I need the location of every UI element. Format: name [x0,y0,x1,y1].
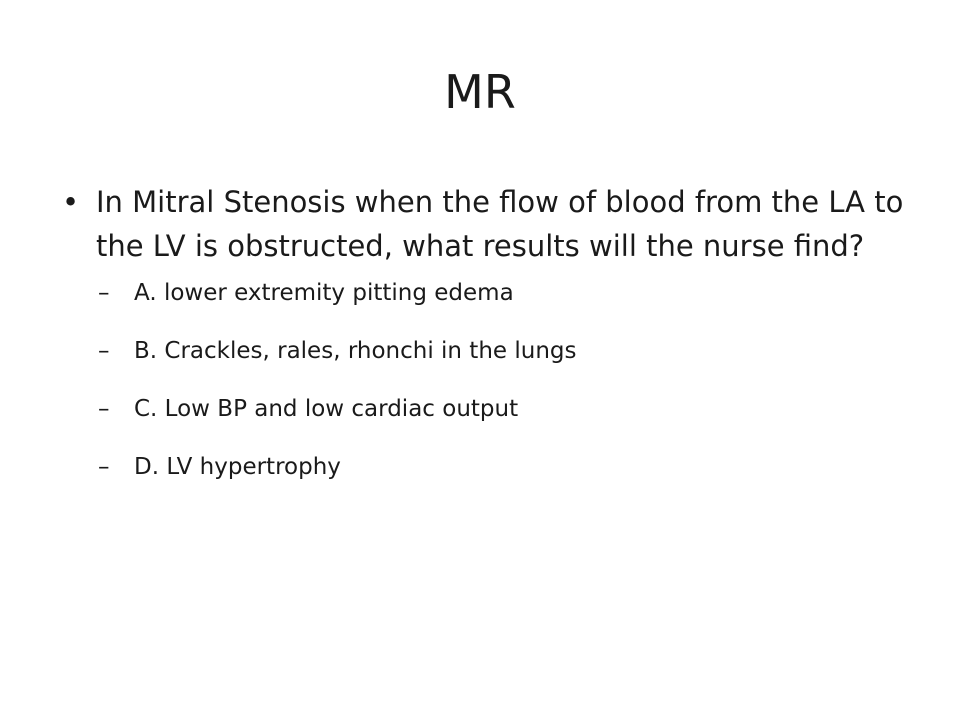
answer-option-text: B. Crackles, rales, rhonchi in the lungs [134,338,577,364]
answer-options [62,278,912,482]
question-bullet [62,180,912,268]
bullet-icon: • [62,185,80,219]
answer-option-d [62,452,912,482]
answer-option-text: C. Low BP and low cardiac output [134,396,519,422]
dash-icon: – [98,454,110,480]
question-text: In Mitral Stenosis when the flow of blood from the LA to the LV is obstructed, what results will the nurse find? [96,185,904,263]
answer-option-b [62,336,912,366]
answer-option-text: D. LV hypertrophy [134,454,341,480]
answer-option-c [62,394,912,424]
answer-option-a [62,278,912,308]
dash-icon: – [98,280,110,306]
dash-icon: – [98,396,110,422]
dash-icon: – [98,338,110,364]
slide-content [62,180,912,510]
slide-title: MR [444,65,516,119]
answer-option-text: A. lower extremity pitting edema [134,280,514,306]
